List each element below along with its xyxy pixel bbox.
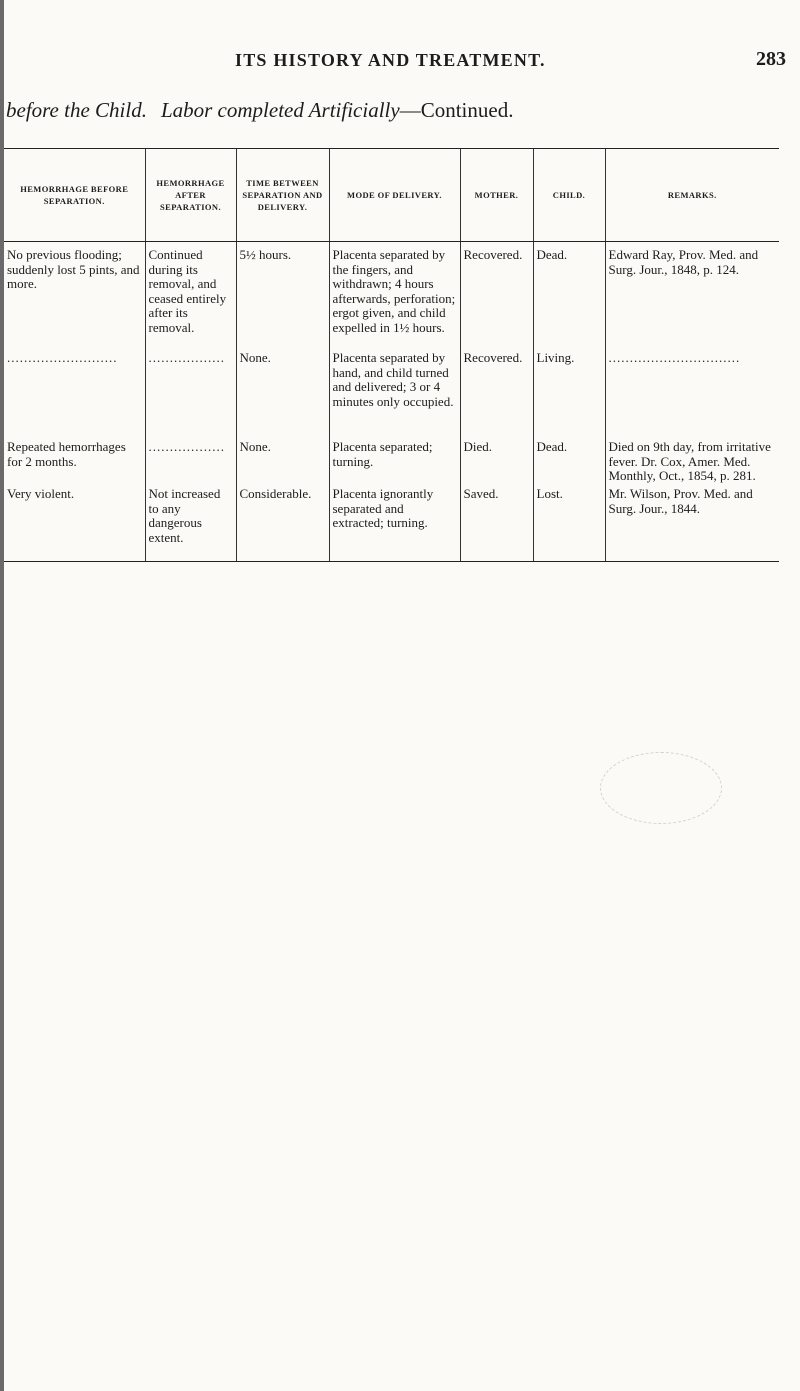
col-header-after: HEMORRHAGE AFTER SEPARATION.	[145, 149, 236, 242]
cell-time: 5½ hours.	[236, 242, 329, 351]
cell-before: No previous flooding; suddenly lost 5 pints, and more.	[7, 247, 140, 291]
title-part-labor: Labor completed Artificially	[160, 98, 400, 122]
cell-mother: Died.	[460, 439, 533, 486]
cell-mode: Placenta separated by hand, and child turned and delivered; 3 or 4 minutes only occupied.	[329, 350, 460, 439]
col-header-before: HEMORRHAGE BEFORE SEPARATION.	[4, 149, 145, 242]
header-row	[4, 149, 779, 242]
cell-remarks: Mr. Wilson, Prov. Med. and Surg. Jour., 1844.	[605, 486, 779, 562]
cell-remarks: ...............................	[605, 350, 779, 439]
cell-mode: Placenta separated by the fingers, and withdrawn; 4 hours afterwards, perforation; ergot given, and child expelled in 1½ hours.	[329, 242, 460, 351]
cell-remarks: Died on 9th day, from irritative fever. Dr. Cox, Amer. Med. Monthly, Oct., 1854, p. 281.	[605, 439, 779, 486]
cell-child: Dead.	[533, 242, 605, 351]
cell-remarks: Edward Ray, Prov. Med. and Surg. Jour., 1848, p. 124.	[605, 242, 779, 351]
cell-child: Dead.	[533, 439, 605, 486]
col-header-child: CHILD.	[533, 149, 605, 242]
cell-mother: Recovered.	[460, 350, 533, 439]
cell-mode: Placenta separated; turning.	[329, 439, 460, 486]
cell-mode: Placenta ignorantly separated and extracted; turning.	[329, 486, 460, 562]
cell-child: Lost.	[533, 486, 605, 562]
title-part-continued: —Continued.	[399, 98, 514, 122]
col-header-mode: MODE OF DELIVERY.	[329, 149, 460, 242]
cell-after: ..................	[145, 350, 236, 439]
page-number: 283	[756, 48, 786, 70]
cell-before: Very violent.	[4, 486, 145, 562]
table-title	[6, 98, 513, 123]
cell-before: Repeated hemorrhages for 2 months.	[7, 439, 126, 469]
cell-mother: Saved.	[460, 486, 533, 562]
cell-before: ..........................	[7, 350, 118, 365]
cell-after: Not increased to any dangerous extent.	[145, 486, 236, 562]
col-header-remarks: REMARKS.	[605, 149, 779, 242]
col-header-time: TIME BETWEEN SEPARATION AND DELIVERY.	[236, 149, 329, 242]
table-row	[4, 486, 779, 562]
table-row	[4, 350, 779, 439]
col-header-mother: MOTHER.	[460, 149, 533, 242]
cell-mother: Recovered.	[460, 242, 533, 351]
running-head: ITS HISTORY AND TREATMENT.	[235, 50, 546, 70]
table-row	[4, 439, 779, 486]
cell-after: ..................	[145, 439, 236, 486]
title-part-before-child: before the Child.	[6, 98, 147, 122]
cell-after: Continued during its removal, and ceased entirely after its removal.	[145, 242, 236, 351]
cell-child: Living.	[533, 350, 605, 439]
cell-time: Considerable.	[236, 486, 329, 562]
cell-time: None.	[236, 350, 329, 439]
cases-table	[4, 148, 779, 562]
cell-time: None.	[236, 439, 329, 486]
table-row	[4, 242, 779, 351]
library-stamp-mark	[600, 752, 722, 824]
